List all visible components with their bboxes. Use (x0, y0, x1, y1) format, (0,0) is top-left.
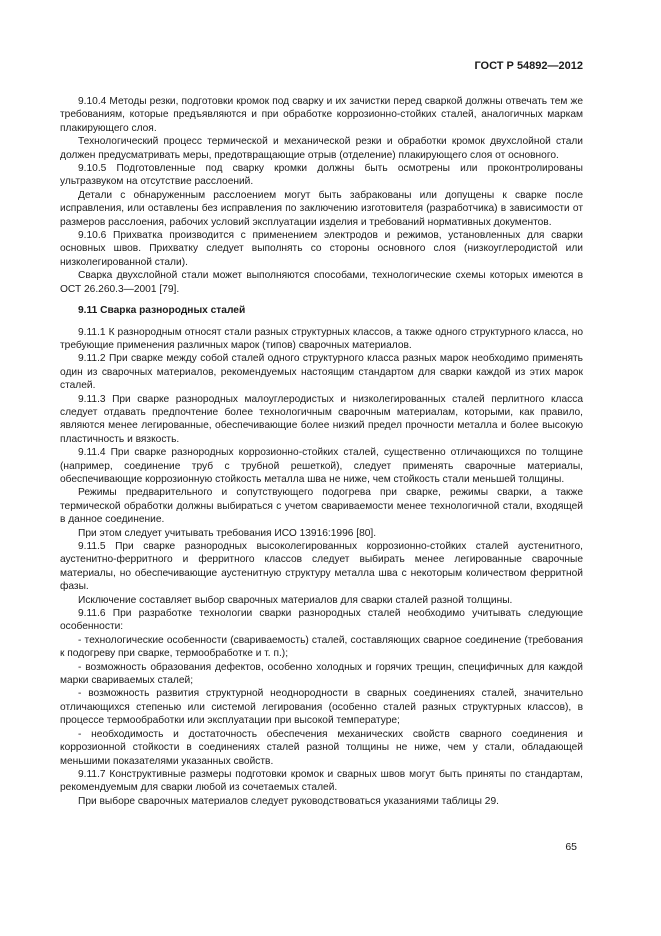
paragraph: Технологический процесс термической и механической резки и обработки кромок двухслойной стали должен предусматривать меры, предотвращающие отрыв (отделение) плакирующего слоя от основного. (60, 136, 583, 161)
paragraph-9-11-2: 9.11.2 При сварке между собой сталей одного структурного класса разных марок необходимо применять один из сварочных материалов, рекомендуемых настоящим стандартом для сварки каждой из этих марок сталей. (60, 353, 583, 392)
document-body (60, 95, 583, 808)
paragraph-9-11-4: 9.11.4 При сварке разнородных коррозионно-стойких сталей, существенно отличающихся по толщине (например, соединение труб с трубной решеткой), следует применять сварочные материалы, обеспечивающие коррозионную стойкость металла шва не ниже, чем стойкость стали меньшей толщины. (60, 447, 583, 485)
section-title-9-11: 9.11 Сварка разнородных сталей (78, 305, 246, 317)
list-item: - необходимость и достаточность обеспечения механических свойств сварного соединения и коррозионной стойкости в соединениях сталей разной толщины не ниже, чем у стали, обладающей меньшими показателями указанных свойств. (60, 728, 583, 767)
paragraph-9-11-1: 9.11.1 К разнородным относят стали разных структурных классов, а также одного структурного класса, но требующие применения различных марок (типов) сварочных материалов. (60, 326, 583, 351)
list-item: - технологические особенности (свариваемость) сталей, составляющих сварное соединение (требования к подогреву при сварке, термообработке и т. п.); (60, 634, 583, 660)
paragraph: При этом следует учитывать требования ИСО 13916:1996 [80]. (78, 527, 377, 539)
paragraph-9-10-4: 9.10.4 Методы резки, подготовки кромок под сварку и их зачистки перед сваркой должны отвечать тем же требованиям, которые предъявляются и при обработке коррозионно-стойких сталей, аналогичных маркам плакирующего слоя. (60, 96, 583, 134)
list-item: - возможность развития структурной неоднородности в сварных соединениях сталей, значительно отличающихся степенью или системой легирования (особенно сталей разных структурных классов), в процессе термообработки или эксплуатации при высокой температуре; (60, 688, 583, 727)
paragraph: Режимы предварительного и сопутствующего подогрева при сварке, режимы сварки, а также термической обработки должны выбираться с учетом свариваемости менее технологичной стали, входящей в данное соединение. (60, 487, 583, 526)
paragraph: Исключение составляет выбор сварочных материалов для сварки сталей разной толщины. (78, 594, 513, 606)
standard-header: ГОСТ Р 54892—2012 (474, 60, 583, 72)
paragraph-9-10-5: 9.10.5 Подготовленные под сварку кромки должны быть осмотрены или проконтролированы ультразвуком на отсутствие расслоений. (60, 163, 583, 188)
paragraph: При выборе сварочных материалов следует руководствоваться указаниями таблицы 29. (78, 795, 499, 807)
page-number: 65 (565, 841, 577, 853)
list-item: - возможность образования дефектов, особенно холодных и горячих трещин, специфичных для каждой марки свариваемых сталей; (60, 661, 583, 687)
paragraph-9-11-5: 9.11.5 При сварке разнородных высоколегированных коррозионно-стойких сталей аустенитного, аустенитно-ферритного и ферритного классов следует выбирать менее легированные сварочные материалы, но обеспечивающие аустенитную структуру металла шва с некоторым количеством ферритной фазы. (60, 541, 583, 593)
paragraph-9-11-3: 9.11.3 При сварке разнородных малоуглеродистых и низколегированных сталей перлитного класса следует отдавать предпочтение более технологичным сварочным материалам, которыми, как правило, являются менее легированные, обеспечивающие более низкий предел прочности металла и более высокую пластичность и вязкость. (60, 393, 583, 445)
paragraph: Детали с обнаруженным расслоением могут быть забракованы или допущены к сварке после исправления, или оставлены без исправления по заключению изготовителя (разработчика) в зависимости от размеров расслоения, рабочих условий эксплуатации изделия и требований нормативных документов. (60, 189, 583, 228)
paragraph-9-10-6: 9.10.6 Прихватка производится с применением электродов и режимов, установленных для сварки основных швов. Прихватку следует выполнять со стороны основного слоя (низкоуглеродистой или низколегированной стали). (60, 230, 583, 268)
paragraph-9-11-6: 9.11.6 При разработке технологии сварки разнородных сталей необходимо учитывать следующие особенности: (60, 608, 583, 633)
paragraph: Сварка двухслойной стали может выполняются способами, технологические схемы которых имеются в ОСТ 26.260.3—2001 [79]. (60, 270, 583, 295)
paragraph-9-11-7: 9.11.7 Конструктивные размеры подготовки кромок и сварных швов могут быть приняты по стандартам, рекомендуемым для сварки любой из сочетаемых сталей. (60, 768, 583, 794)
